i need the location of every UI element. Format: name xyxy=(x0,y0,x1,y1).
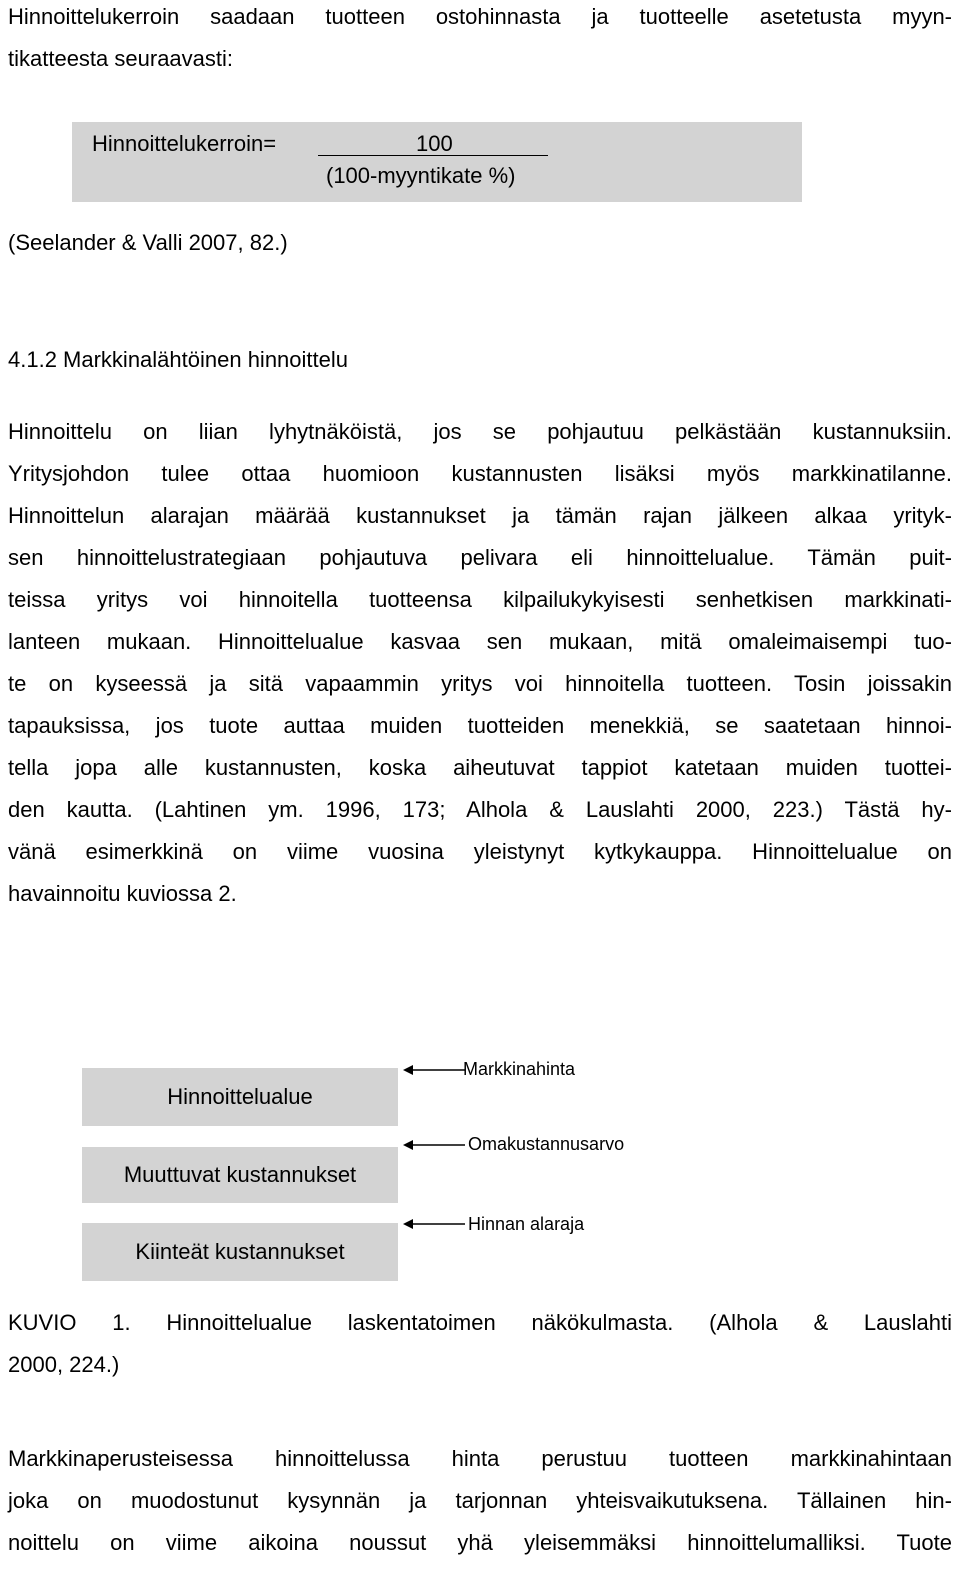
text-line: KUVIO 1. Hinnoittelualue laskentatoimen näkökulmasta. (Alhola & Lauslahti xyxy=(8,1310,952,1335)
text-line: Hinnoittelu on liian lyhytnäköistä, jos se pohjautuu pelkästään kustannuksiin. xyxy=(8,419,952,444)
text-line: te on kyseessä ja sitä vapaammin yritys voi hinnoitella tuotteen. Tosin joissakin xyxy=(8,671,952,696)
heading-text: 4.1.2 Markkinalähtöinen hinnoittelu xyxy=(8,347,349,372)
formula-denominator: (100-myyntikate %) xyxy=(326,163,516,188)
figure-caption xyxy=(8,1302,952,1386)
text-line: joka on muodostunut kysynnän ja tarjonnan yhteisvaikutuksena. Tällainen hin- xyxy=(8,1488,952,1513)
text-line: lanteen mukaan. Hinnoittelualue kasvaa sen mukaan, mitä omaleimaisempi tuo- xyxy=(8,629,952,654)
text-line: teissa yritys voi hinnoitella tuotteensa kilpailukykyisesti senhetkisen markkinati- xyxy=(8,587,952,612)
body-paragraph xyxy=(8,411,952,915)
final-paragraph xyxy=(8,1438,952,1564)
text-line: tikatteesta seuraavasti: xyxy=(8,46,234,71)
diagram-box-pricing-range: Hinnoittelualue xyxy=(82,1068,398,1126)
text-line: Hinnoittelun alarajan määrää kustannukset ja tämän rajan jälkeen alkaa yrityk- xyxy=(8,503,952,528)
formula-label: Hinnoittelukerroin= xyxy=(92,131,277,156)
arrow-label-price-floor: Hinnan alaraja xyxy=(468,1214,585,1234)
text-line: Yritysjohdon tulee ottaa huomioon kustannusten lisäksi myös markkinatilanne. xyxy=(8,461,952,486)
text-line: sen hinnoittelustrategiaan pohjautuva pelivara eli hinnoittelualue. Tämän puit- xyxy=(8,545,952,570)
formula-numerator: 100 xyxy=(416,131,453,156)
formula-box xyxy=(72,122,802,202)
source-citation xyxy=(8,222,952,264)
left-arrow-icon xyxy=(403,1063,465,1077)
arrow-label-cost-value: Omakustannusarvo xyxy=(468,1134,625,1154)
left-arrow-icon xyxy=(403,1138,465,1152)
text-line: den kautta. (Lahtinen ym. 1996, 173; Alhola & Lauslahti 2000, 223.) Tästä hy- xyxy=(8,797,952,822)
fraction-line xyxy=(318,155,548,156)
arrow-label-market-price: Markkinahinta xyxy=(463,1059,576,1079)
diagram-box-fixed-costs: Kiinteät kustannukset xyxy=(82,1223,398,1281)
text-line: Hinnoittelukerroin saadaan tuotteen ostohinnasta ja tuotteelle asetetusta myyn- xyxy=(8,4,952,29)
text-line: 2000, 224.) xyxy=(8,1352,120,1377)
section-heading xyxy=(8,339,952,381)
text-line: tapauksissa, jos tuote auttaa muiden tuotteiden menekkiä, se saatetaan hinnoi- xyxy=(8,713,952,738)
text-line: tella jopa alle kustannusten, koska aiheutuvat tappiot katetaan muiden tuottei- xyxy=(8,755,952,780)
left-arrow-icon xyxy=(403,1217,465,1231)
text-line: noittelu on viime aikoina noussut yhä yleisemmäksi hinnoittelumalliksi. Tuote xyxy=(8,1530,952,1555)
intro-paragraph xyxy=(8,0,952,80)
text-line: Markkinaperusteisessa hinnoittelussa hinta perustuu tuotteen markkinahintaan xyxy=(8,1446,952,1471)
text-line: (Seelander & Valli 2007, 82.) xyxy=(8,230,288,255)
text-line: havainnoitu kuviossa 2. xyxy=(8,881,237,906)
diagram-box-variable-costs: Muuttuvat kustannukset xyxy=(82,1147,398,1203)
text-line: vänä esimerkkinä on viime vuosina yleistynyt kytkykauppa. Hinnoittelualue on xyxy=(8,839,952,864)
